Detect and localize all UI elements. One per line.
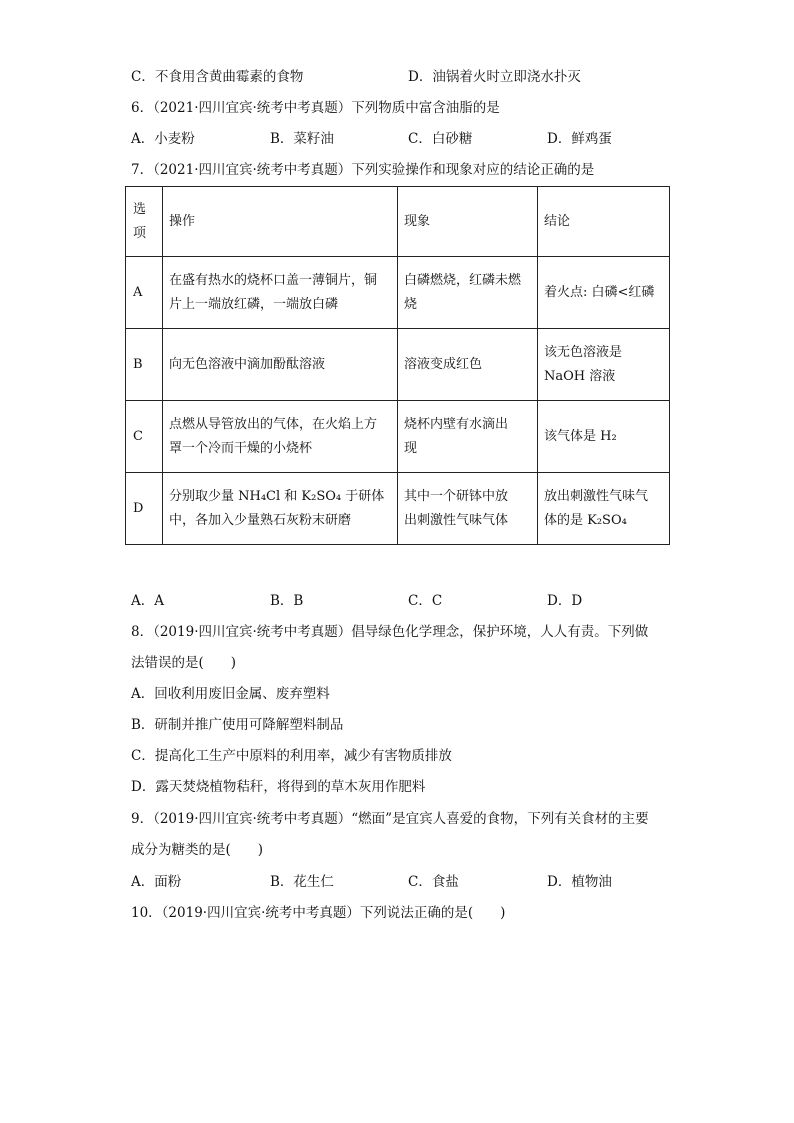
row-conclusion-line2: NaOH 溶液: [544, 368, 616, 384]
row-conclusion-line2: 体的是 K₂SO₄: [544, 512, 627, 528]
q7-stem: 7．（2021·四川宜宾·统考中考真题）下列实验操作和现象对应的结论正确的是: [131, 162, 595, 178]
row-conclusion: [538, 257, 670, 329]
row-option: D: [126, 473, 163, 545]
q7-option-d: D．D: [547, 593, 583, 609]
table-row: [126, 473, 670, 545]
row-phenomenon: [398, 473, 538, 545]
table-row: [126, 257, 670, 329]
row-operation: [163, 473, 398, 545]
table-row: [126, 401, 670, 473]
row-option: C: [126, 401, 163, 473]
row-phenomenon-line2: 烧: [404, 296, 418, 312]
row-operation: [163, 401, 398, 473]
header-option-line2: 项: [133, 225, 147, 241]
q7-option-b: B．B: [270, 593, 304, 609]
q8-option-c: C．提高化工生产中原料的利用率，减少有害物质排放: [131, 748, 452, 764]
row-operation-line1: 向无色溶液中滴加酚酞溶液: [169, 356, 326, 372]
q7-option-c: C．C: [408, 593, 443, 609]
q6-stem: 6．（2021·四川宜宾·统考中考真题）下列物质中富含油脂的是: [131, 100, 500, 116]
row-phenomenon-line1: 烧杯内壁有水滴出: [404, 416, 509, 432]
q9-option-d: D．植物油: [547, 874, 612, 890]
q8-option-b: B．研制并推广使用可降解塑料制品: [131, 717, 344, 733]
row-phenomenon-line1: 其中一个研钵中放: [404, 488, 509, 504]
q6-option-d: D．鲜鸡蛋: [547, 131, 612, 147]
q7-option-a: A．A: [131, 593, 164, 609]
header-phenomenon: 现象: [398, 187, 538, 257]
row-phenomenon: [398, 401, 538, 473]
row-operation-line1: 在盛有热水的烧杯口盖一薄铜片，铜: [169, 272, 378, 288]
header-option-line1: 选: [133, 201, 147, 217]
q8-stem-line2: 法错误的是( ): [131, 655, 237, 671]
q8-option-a: A．回收利用废旧金属、废弃塑料: [131, 686, 330, 702]
row-conclusion-line1: 该气体是 H₂: [544, 428, 617, 444]
row-operation-line2: 片上一端放红磷，一端放白磷: [169, 296, 339, 312]
row-operation-line2: 中，各加入少量熟石灰粉末研磨: [169, 512, 352, 528]
row-option: A: [126, 257, 163, 329]
q10-stem: 10．（2019·四川宜宾·统考中考真题）下列说法正确的是( ): [131, 905, 506, 921]
table-row: [126, 329, 670, 401]
row-conclusion-line1: 该无色溶液是: [544, 344, 623, 360]
row-operation: [163, 257, 398, 329]
row-conclusion-line1: 着火点: 白磷<红磷: [544, 284, 655, 300]
header-option: [126, 187, 163, 257]
q6-option-a: A．小麦粉: [131, 131, 195, 147]
row-operation-line1: 点燃从导管放出的气体，在火焰上方: [169, 416, 378, 432]
row-conclusion: [538, 401, 670, 473]
row-option: B: [126, 329, 163, 401]
header-operation: 操作: [163, 187, 398, 257]
q5-option-c: C．不食用含黄曲霉素的食物: [131, 69, 304, 85]
q9-option-a: A．面粉: [131, 874, 182, 890]
table-header-row: [126, 187, 670, 257]
row-operation-line2: 罩一个冷而干燥的小烧杯: [169, 440, 313, 456]
q9-option-c: C．食盐: [408, 874, 459, 890]
q9-stem-line2: 成分为糖类的是( ): [131, 842, 264, 858]
row-phenomenon: [398, 257, 538, 329]
row-phenomenon-line2: 出刺激性气味气体: [404, 512, 509, 528]
q6-option-b: B．菜籽油: [270, 131, 334, 147]
q8-stem-line1: 8．（2019·四川宜宾·统考中考真题）倡导绿色化学理念，保护环境，人人有责。下列做: [131, 624, 649, 640]
q8-option-d: D．露天焚烧植物秸秆，将得到的草木灰用作肥料: [131, 779, 426, 795]
q7-experiment-table: [125, 186, 670, 545]
row-phenomenon: [398, 329, 538, 401]
row-phenomenon-line1: 溶液变成红色: [404, 356, 483, 372]
row-operation: [163, 329, 398, 401]
header-conclusion: 结论: [538, 187, 670, 257]
q5-option-d: D．油锅着火时立即浇水扑灭: [408, 69, 581, 85]
q6-option-c: C．白砂糖: [408, 131, 473, 147]
row-conclusion: [538, 473, 670, 545]
row-operation-line1: 分别取少量 NH₄Cl 和 K₂SO₄ 于研体: [169, 488, 385, 504]
row-phenomenon-line1: 白磷燃烧，红磷未燃: [404, 272, 522, 288]
row-phenomenon-line2: 现: [404, 440, 418, 456]
q9-option-b: B．花生仁: [270, 874, 334, 890]
row-conclusion: [538, 329, 670, 401]
q9-stem-line1: 9．（2019·四川宜宾·统考中考真题）“燃面”是宜宾人喜爱的食物，下列有关食材的主要: [131, 811, 649, 827]
row-conclusion-line1: 放出刺激性气味气: [544, 488, 649, 504]
